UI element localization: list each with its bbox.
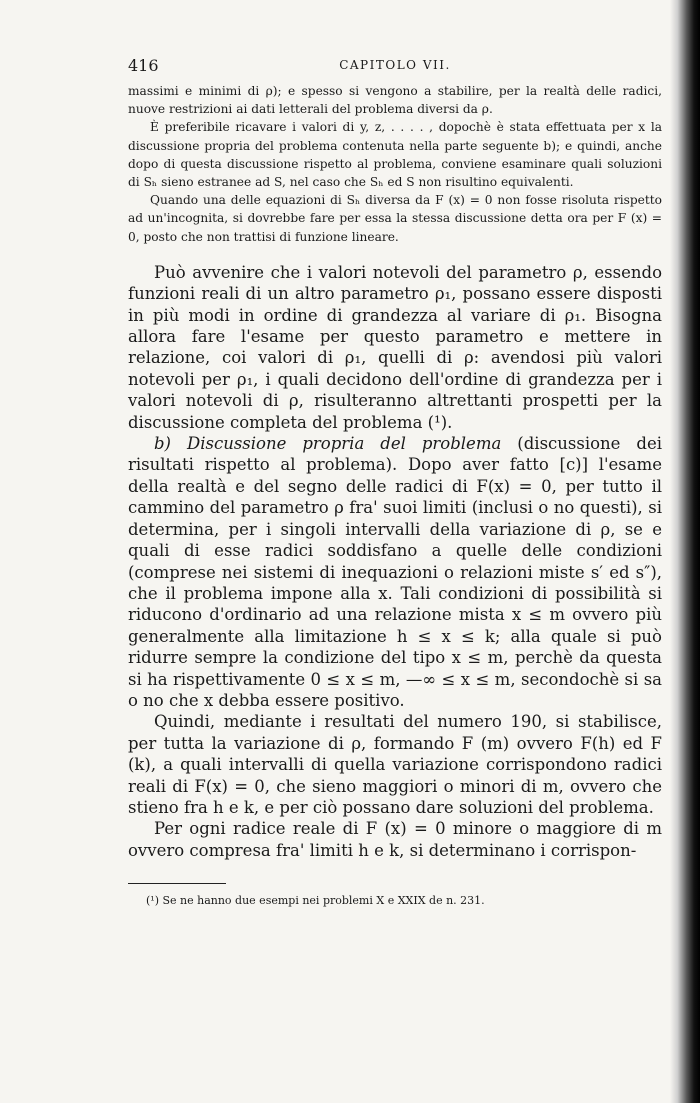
footnote: (¹) Se ne hanno due esempi nei problemi X e XXIX de n. 231. <box>146 894 485 908</box>
paragraph-large-3: Quindi, mediante i resultati del numero 190, si stabilisce, per tutta la variazione di ρ, formando F (m) ovvero F(h) ed F (k), a quali intervalli di quella variazione corrispondono radici reali di F(x) = 0, che sieno maggiori o minori di m, ovvero che stieno fra h e k, e per ciò possano dare soluzioni del problema. <box>128 712 662 817</box>
paragraph-small-1: massimi e minimi di ρ); e spesso si vengono a stabilire, per la realtà delle radici, nuove restrizioni ai dati letterali del problema diversi da ρ. <box>128 84 662 117</box>
book-spine-shadow <box>670 0 700 1103</box>
page-content <box>128 56 662 908</box>
small-print-section <box>128 82 662 246</box>
paragraph-large-4: Per ogni radice reale di F (x) = 0 minore o maggiore di m ovvero compresa fra' limiti h e k, si determinano i corrispon- <box>128 819 662 860</box>
section-b-title: Discussione propria del problema <box>186 434 502 454</box>
section-b-paren: (discussione dei risultati <box>128 434 663 475</box>
section-b-label: b) <box>154 434 171 454</box>
running-head <box>128 56 662 82</box>
section-b-body: rispetto al problema). Dopo aver fatto [c)] l'esame della realtà e del segno delle radici di F(x) = 0, per tutto il cammino del parametro ρ fra' suoi limiti (inclusi o no questi), si determina, per i singoli intervalli della variazione di ρ, se e quali di esse radici soddisfano a quelle delle condizioni (comprese nei sistemi di inequazioni o relazioni miste s′ ed s″), che il problema impone alla x. Tali condizioni di possibilità si riducono d'ordinario ad una relazione mista x ≤ m ovvero più generalmente alla limitazione h ≤ x ≤ k; alla quale si può ridurre sempre la condizione del tipo x ≤ m, perchè da questa si ha rispettivamente 0 ≤ x ≤ m, —∞ ≤ x ≤ m, secondochè si sa o no che x debba essere positivo. <box>128 455 662 710</box>
main-text-section <box>128 262 662 861</box>
paragraph-small-2: È preferibile ricavare i valori di y, z, . . . . , dopochè è stata effettuata per x la discussione propria del problema contenuta nella parte seguente b); e quindi, anche dopo di questa discussione rispetto al problema, conviene esaminare quali soluzioni di Sₕ sieno estranee ad S, nel caso che Sₕ ed S non risultino equivalenti. <box>128 120 662 190</box>
footnote-rule <box>128 883 226 884</box>
paragraph-section-b <box>128 433 662 711</box>
paragraph-small-3: Quando una delle equazioni di Sₕ diversa da F (x) = 0 non fosse risoluta rispetto ad un'incognita, si dovrebbe fare per essa la stessa discussione detta ora per F (x) = 0, posto che non trattisi di funzione lineare. <box>128 193 662 244</box>
page-number: 416 <box>128 56 159 75</box>
chapter-title: CAPITOLO VII. <box>339 58 451 72</box>
paragraph-large-1: Può avvenire che i valori notevoli del parametro ρ, essendo funzioni reali di un altro parametro ρ₁, possano essere disposti in più modi in ordine di grandezza al variare di ρ₁. Bisogna allora fare l'esame per questo parametro e mettere in relazione, coi valori di ρ₁, quelli di ρ: avendosi più valori notevoli per ρ₁, i quali decidono dell'ordine di grandezza per i valori notevoli di ρ, risulteranno altrettanti prospetti per la discussione completa del problema (¹). <box>128 262 662 432</box>
